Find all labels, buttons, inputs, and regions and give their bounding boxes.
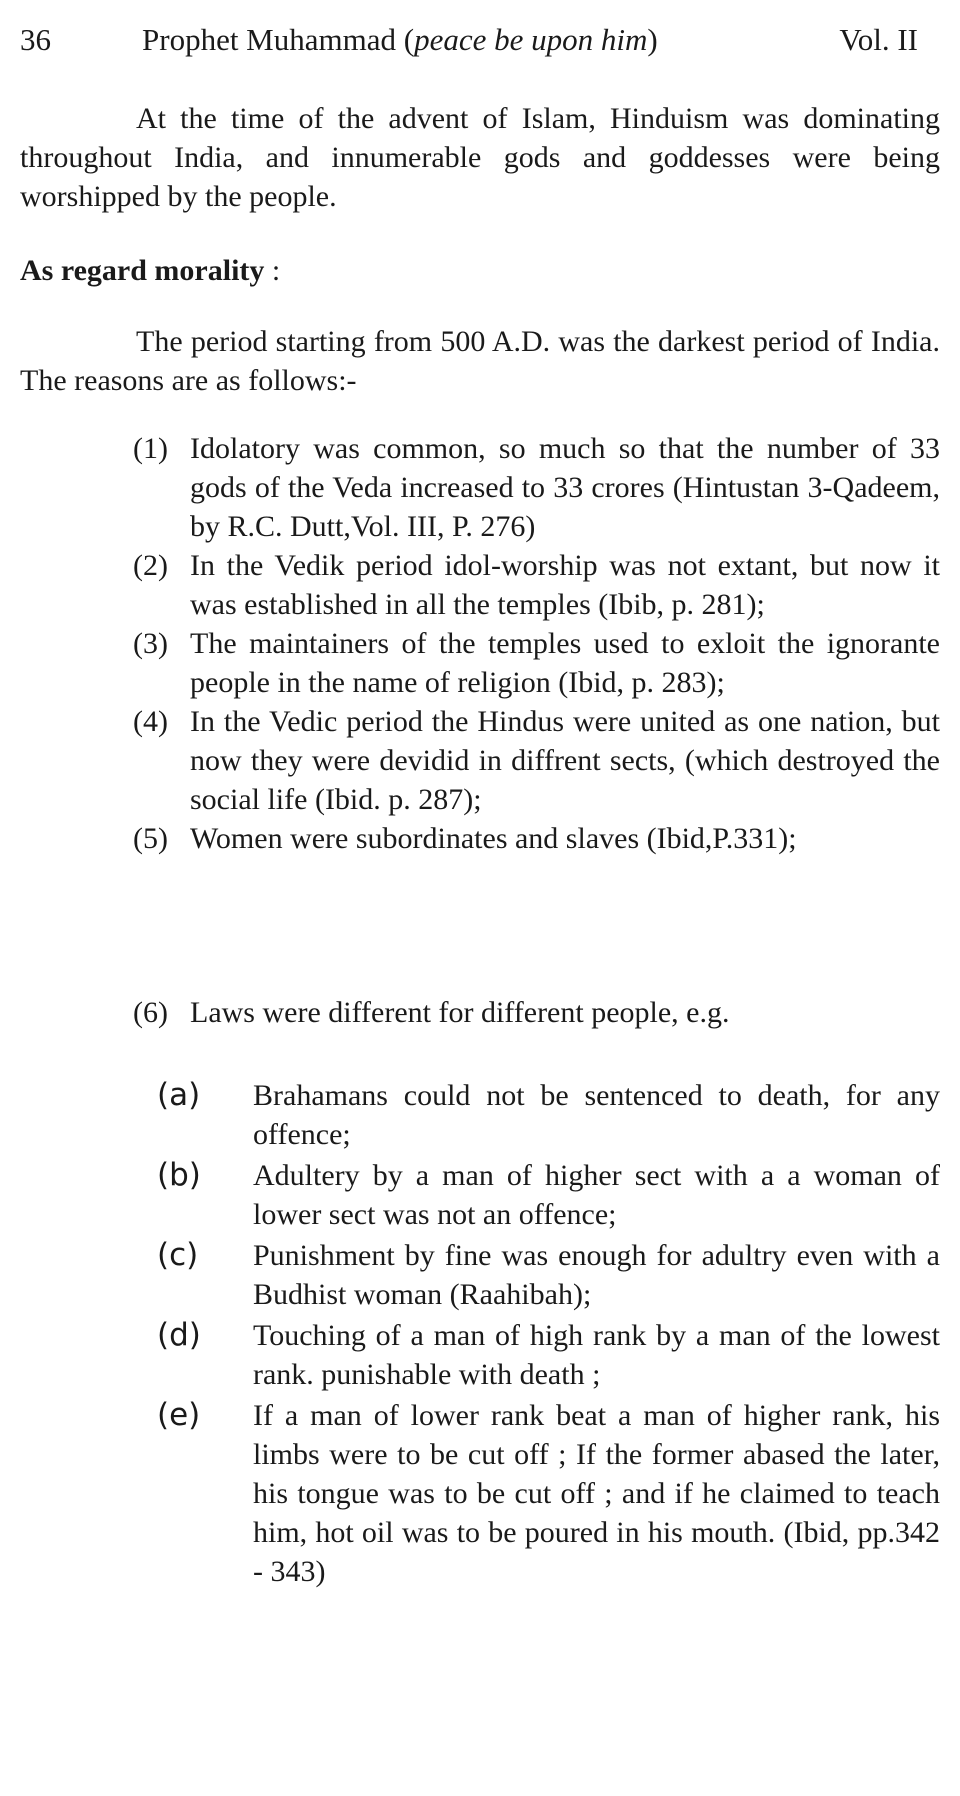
- list-item: [133, 819, 940, 858]
- intro-paragraph: At the time of the advent of Islam, Hinduism was dominating throughout India, and innumerable gods and goddesses were being worshipped by the people.: [20, 102, 940, 213]
- page-header: [20, 22, 940, 62]
- list-item-text: The maintainers of the temples used to exloit the ignorante people in the name of religion (Ibid, p. 283);: [190, 627, 940, 699]
- sublist-item: [157, 1156, 940, 1234]
- list-item-number: (5): [133, 822, 168, 855]
- list-item-number: (6): [133, 996, 168, 1029]
- list-item-number: (2): [133, 549, 168, 582]
- sublist-item: [157, 1236, 940, 1314]
- sublist-item-letter: (a): [157, 1077, 201, 1113]
- sublist-item-letter: (e): [157, 1397, 201, 1433]
- list-item-number: (1): [133, 432, 168, 465]
- running-title-main: Prophet Muhammad (: [142, 22, 415, 57]
- sublist-item-letter: (c): [157, 1237, 199, 1273]
- running-title: [142, 22, 658, 58]
- list-item-number: (4): [133, 705, 168, 738]
- section-heading-colon: :: [264, 254, 281, 287]
- list-item-text: Idolatory was common, so much so that the number of 33 gods of the Veda increased to 33 crores (Hintustan 3-Qadeem, by R.C. Dutt,Vol. III, P. 276): [190, 432, 940, 543]
- list-item: [133, 702, 940, 819]
- laws-sublist: [157, 1076, 940, 1593]
- sublist-item-letter: (b): [157, 1157, 201, 1193]
- list-item: [133, 429, 940, 546]
- running-title-italic: peace be upon him: [414, 22, 648, 57]
- reasons-list: [133, 429, 940, 858]
- sublist-item: [157, 1076, 940, 1154]
- list-item-text: Women were subordinates and slaves (Ibid,P.331);: [190, 822, 797, 855]
- sublist-item-text: Adultery by a man of higher sect with a a woman of lower sect was not an offence;: [253, 1159, 940, 1231]
- sublist-item-letter: (d): [157, 1317, 201, 1353]
- list-item-number: (3): [133, 627, 168, 660]
- list-item: [133, 624, 940, 702]
- sublist-item-text: Brahamans could not be sentenced to death, for any offence;: [253, 1079, 940, 1151]
- list-item-text: In the Vedic period the Hindus were united as one nation, but now they were devidid in diffrent sects, (which destroyed the social life (Ibid. p. 287);: [190, 705, 940, 816]
- sublist-item-text: Punishment by fine was enough for adultry even with a Budhist woman (Raahibah);: [253, 1239, 940, 1311]
- list-item: [133, 546, 940, 624]
- list-item-text: In the Vedik period idol-worship was not extant, but now it was established in all the temples (Ibib, p. 281);: [190, 549, 940, 621]
- sublist-item: [157, 1396, 940, 1591]
- page-number: 36: [20, 22, 51, 57]
- section-heading: [20, 254, 280, 288]
- running-title-close: ): [647, 22, 658, 57]
- period-paragraph: The period starting from 500 A.D. was the darkest period of India. The reasons are as follows:-: [20, 325, 940, 397]
- sublist-item-text: Touching of a man of high rank by a man of the lowest rank. punishable with death ;: [253, 1319, 940, 1391]
- sublist-item: [157, 1316, 940, 1394]
- list-item: [133, 993, 960, 1032]
- sublist-item-text: If a man of lower rank beat a man of higher rank, his limbs were to be cut off ; If the former abased the later, his tongue was to be cut off ; and if he claimed to teach him, hot oil was to be poured in his mouth. (Ibid, pp.342 - 343): [253, 1399, 940, 1588]
- list-item-text: Laws were different for different people, e.g.: [190, 996, 730, 1029]
- volume-label: Vol. II: [839, 22, 918, 57]
- section-heading-text: As regard morality: [20, 254, 265, 287]
